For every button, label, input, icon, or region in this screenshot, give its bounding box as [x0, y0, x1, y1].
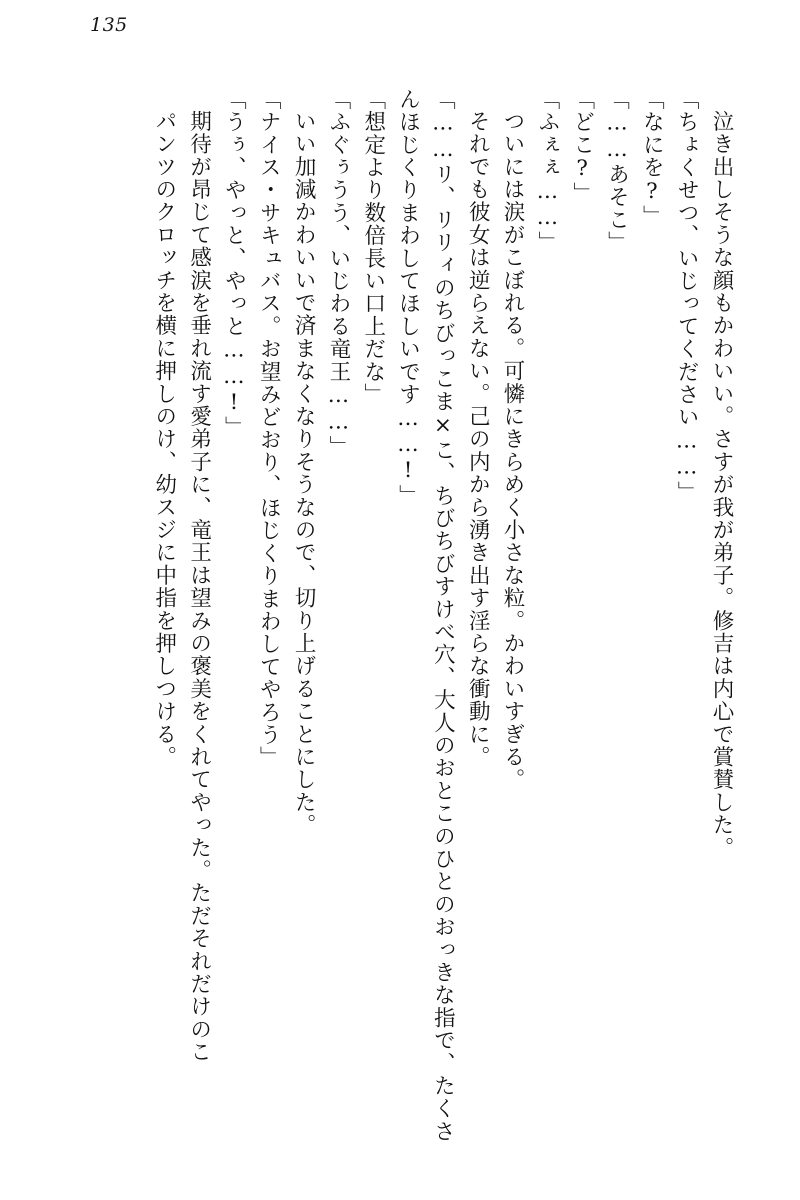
paragraph: 「想定より数倍長い口上だな」: [360, 88, 386, 406]
paragraph: 「うぅ、やっと、やっと……!」: [221, 88, 247, 439]
paragraph: ついには涙がこぼれる。可憐にきらめく小さな粒。かわいすぎる。: [500, 109, 526, 791]
paragraph: 「どこ?」: [569, 88, 595, 205]
paragraph: 期待が昂じて感涙を垂れ流す愛弟子に、竜王は望みの褒美をくれてやった。ただそれだけのこ: [186, 109, 212, 1063]
paragraph: 「……リ、リリィのちびっこま×こ、ちびちびすけべ穴、大人のおとこのひとのおっきな指で、たくさんほじくりまわしてほしいです……!」: [395, 88, 456, 1143]
paragraph: 「ナイス・サキュバス。お望みどおり、ほじくりまわしてやろう」: [256, 88, 282, 769]
paragraph: 泣き出しそうな顔もかわいい。さすが我が弟子。修吉は内心で賞賛した。: [709, 109, 734, 859]
paragraph: いい加減かわいいで済まなくなりそうなので、切り上げることにした。: [291, 109, 317, 836]
page-body-text: [62, 88, 738, 1143]
paragraph: 「ちょくせつ、いじってください……」: [674, 88, 700, 504]
paragraph: 「なにを?」: [639, 88, 665, 228]
page-number: 135: [90, 14, 128, 36]
paragraph: それでも彼女は逆らえない。己の内から湧き出す淫らな衝動に。: [465, 109, 491, 768]
paragraph: 「……あそこ」: [604, 88, 630, 254]
paragraph: 「ふぇぇ……」: [534, 88, 560, 254]
paragraph: 「ふぐぅうう、いじわる竜王……」: [325, 88, 351, 459]
paragraph: パンツのクロッチを横に押しのけ、幼スジに中指を押しつける。: [151, 109, 177, 768]
